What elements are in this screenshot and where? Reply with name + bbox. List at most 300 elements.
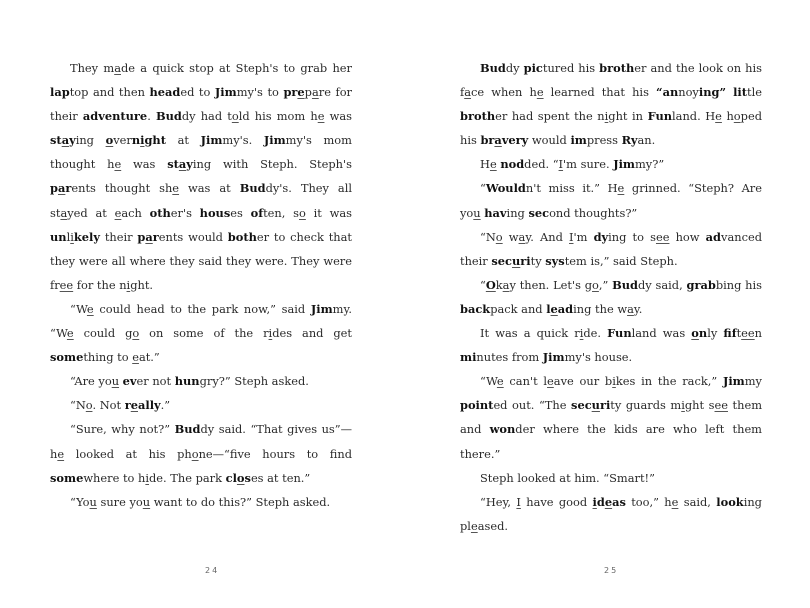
- text-run: e: [114, 157, 122, 172]
- text-run: y. And: [525, 229, 569, 244]
- text-run: my's house.: [564, 350, 633, 365]
- text-run: to h: [122, 470, 146, 485]
- text-run: at: [165, 133, 201, 148]
- text-run: er had spent the n: [495, 109, 605, 124]
- text-run: o: [132, 326, 140, 341]
- text-run: e: [297, 85, 305, 100]
- text-run: p: [304, 85, 312, 100]
- text-run: They m: [70, 61, 115, 75]
- text-run: sec: [528, 205, 550, 220]
- text-run: “an: [656, 85, 679, 100]
- text-run: e: [489, 157, 497, 172]
- text-run: a: [145, 229, 153, 244]
- text-run: e: [172, 181, 180, 196]
- text-run: a: [494, 133, 502, 148]
- text-run: kes in the rack,”: [615, 374, 723, 389]
- text-run: too,” h: [625, 494, 672, 509]
- text-run: a: [57, 181, 66, 196]
- text-run: st: [50, 133, 62, 148]
- text-run: i: [592, 494, 597, 509]
- text-run: Jim: [200, 133, 223, 148]
- text-run: they were all where they said they were. They were: [50, 253, 352, 268]
- text-run: a: [627, 301, 634, 316]
- text-run: bing his: [715, 277, 762, 292]
- text-run: tured his: [542, 61, 600, 75]
- text-run: a: [464, 85, 472, 100]
- text-run: e: [57, 446, 65, 461]
- text-run: ing: [506, 205, 529, 220]
- text-run: ing: [75, 133, 106, 148]
- text-run: e: [86, 301, 94, 316]
- text-run: ty: [530, 253, 546, 268]
- text-run: er not: [136, 374, 175, 389]
- text-run: r: [65, 181, 72, 196]
- text-run: ach: [121, 205, 150, 220]
- text-run: k: [73, 229, 82, 244]
- text-run: ed out. “The: [493, 398, 572, 413]
- text-run: at.”: [138, 350, 160, 365]
- text-run: u: [111, 374, 120, 389]
- text-run: s: [244, 470, 251, 485]
- text-run: was: [324, 109, 352, 124]
- text-run: pl: [460, 518, 471, 533]
- text-run: Bud: [174, 422, 201, 437]
- text-run: o: [191, 446, 199, 461]
- text-run: ver: [113, 133, 132, 148]
- paragraph: [460, 369, 762, 465]
- text-run: dy said. “That gives us”—h: [50, 422, 352, 461]
- text-run: ee: [59, 277, 74, 292]
- text-run: my's: [285, 133, 324, 148]
- text-run: fif: [723, 326, 737, 341]
- text-run: thing to: [83, 350, 133, 365]
- text-run: es at ten.”: [250, 470, 311, 485]
- paragraph: [460, 321, 762, 369]
- text-run: their: [100, 229, 138, 244]
- text-run: cl: [225, 470, 237, 485]
- text-run: H: [480, 157, 490, 172]
- paragraph: [460, 466, 762, 490]
- text-run: my?”: [635, 157, 665, 172]
- text-run: some: [50, 350, 84, 365]
- text-run: e: [617, 181, 625, 196]
- text-run: st: [50, 205, 61, 220]
- text-run: Bud: [612, 277, 638, 292]
- text-run: ve hours to f: [237, 446, 338, 461]
- text-run: ond thoughts?”: [549, 205, 638, 220]
- paragraph: [460, 176, 762, 224]
- text-run: ,”: [598, 277, 613, 292]
- text-run: i: [612, 374, 616, 389]
- paragraph: [460, 56, 762, 152]
- text-run: tle: [747, 85, 762, 100]
- text-run: 'm: [573, 229, 594, 244]
- text-run: Bud: [480, 61, 506, 75]
- text-run: “: [480, 277, 486, 292]
- text-run: ded. “: [524, 157, 559, 172]
- text-run: was at: [179, 181, 240, 196]
- text-run: o: [495, 229, 503, 244]
- text-run: m: [460, 350, 473, 365]
- text-run: head: [149, 85, 181, 100]
- text-run: hous: [199, 205, 231, 220]
- text-run: e: [66, 326, 74, 341]
- text-run: “Yo: [70, 494, 90, 509]
- text-run: “W: [50, 326, 67, 341]
- text-run: ri: [599, 398, 611, 413]
- text-run: my.: [332, 301, 352, 316]
- text-run: point: [460, 398, 494, 413]
- text-run: t: [736, 326, 742, 341]
- text-run: u: [89, 494, 97, 509]
- text-run: o: [85, 398, 93, 413]
- text-run: e: [547, 374, 554, 389]
- paragraph: [460, 273, 762, 321]
- text-run: Jim: [542, 350, 565, 365]
- text-run: dy: [505, 61, 524, 75]
- text-run: i: [145, 470, 150, 485]
- text-run: lit: [733, 85, 748, 100]
- paragraph: [460, 490, 762, 538]
- text-run: ents thought sh: [71, 181, 173, 196]
- text-run: o: [299, 205, 306, 220]
- text-run: y.: [633, 301, 643, 316]
- text-run: “N: [480, 229, 496, 244]
- text-run: Steph looked at him. “Smart!”: [480, 470, 655, 485]
- text-run: de.: [583, 326, 608, 341]
- paragraph: [50, 490, 352, 514]
- text-run: some: [50, 470, 84, 485]
- text-run: 'm sure.: [563, 157, 614, 172]
- text-run: want to do this?” Steph asked.: [150, 494, 331, 509]
- text-run: i: [126, 277, 131, 292]
- text-run: an.: [637, 133, 656, 148]
- text-run: lap: [50, 85, 70, 100]
- text-run: I: [516, 494, 521, 509]
- paragraph: [50, 56, 352, 297]
- text-run: a: [178, 157, 187, 172]
- text-run: of: [250, 205, 264, 220]
- text-run: i: [70, 229, 74, 244]
- text-run: on some of the r: [139, 326, 269, 341]
- text-run: ee: [655, 229, 670, 244]
- text-run: ped: [740, 109, 762, 124]
- text-run: e: [317, 109, 325, 124]
- text-run: looked at his ph: [75, 446, 192, 461]
- text-run: land was: [631, 326, 692, 341]
- text-run: r: [152, 229, 159, 244]
- text-run: vanced: [721, 229, 762, 244]
- text-run: ad: [557, 301, 574, 316]
- text-run: der where the kids are who left them there.”: [460, 422, 762, 461]
- text-run: ly: [707, 326, 724, 341]
- text-run: “W: [70, 301, 87, 316]
- text-run: dy had t: [181, 109, 232, 124]
- right-page-body: [460, 56, 762, 538]
- text-run: have good: [520, 494, 593, 509]
- text-run: could g: [73, 326, 133, 341]
- text-run: nd: [337, 446, 352, 461]
- paragraph: [50, 297, 352, 369]
- text-run: e: [130, 398, 138, 413]
- text-run: ture: [120, 109, 148, 124]
- text-run: ing: [743, 494, 762, 509]
- text-run: Would: [485, 181, 526, 196]
- paragraph: [50, 393, 352, 417]
- text-run: i: [268, 326, 273, 341]
- text-run: oth: [149, 205, 171, 220]
- text-run: k: [495, 277, 503, 292]
- text-run: Ry: [621, 133, 638, 148]
- text-run: back: [460, 301, 491, 316]
- text-run: pic: [523, 61, 543, 75]
- text-run: nod: [500, 157, 525, 172]
- text-run: mom thought h: [50, 133, 352, 172]
- text-run: e: [671, 494, 679, 509]
- text-run: “Hey,: [480, 494, 517, 509]
- text-run: “N: [70, 398, 86, 413]
- text-run: my's to: [236, 85, 284, 100]
- text-run: sec: [571, 398, 592, 413]
- text-run: r: [124, 398, 131, 413]
- text-run: very: [501, 133, 529, 148]
- text-run: w: [502, 229, 519, 244]
- text-run: his: [460, 133, 481, 148]
- text-run: des and get: [272, 326, 352, 341]
- text-run: pack and: [490, 301, 547, 316]
- text-run: Jim: [263, 133, 286, 148]
- text-run: broth: [599, 61, 635, 75]
- text-run: said,: [678, 494, 717, 509]
- text-run: it was: [305, 205, 352, 220]
- text-run: e: [715, 109, 722, 124]
- text-run: n: [698, 326, 708, 341]
- text-run: e: [470, 518, 478, 533]
- text-run: a: [311, 85, 319, 100]
- text-run: e: [604, 494, 613, 509]
- text-run: top and then: [69, 85, 150, 100]
- text-run: ght in: [608, 109, 648, 124]
- text-run: sec: [491, 253, 512, 268]
- text-run: my: [744, 374, 762, 389]
- text-run: their: [460, 253, 492, 268]
- text-run: hun: [174, 374, 200, 389]
- text-run: h: [721, 109, 734, 124]
- text-run: both: [227, 229, 257, 244]
- text-run: ty guards m: [610, 398, 682, 413]
- text-run: u: [511, 253, 521, 268]
- text-run: o: [691, 326, 699, 341]
- text-run: p: [137, 229, 146, 244]
- text-run: ed to: [180, 85, 215, 100]
- text-run: O: [485, 277, 496, 292]
- text-run: where: [83, 470, 123, 485]
- paragraph: [50, 417, 352, 489]
- text-run: st: [167, 157, 179, 172]
- text-run: was: [121, 157, 168, 172]
- text-run: “W: [480, 374, 497, 389]
- text-run: u: [473, 205, 481, 220]
- text-run: e: [550, 301, 558, 316]
- text-run: Jim: [613, 157, 635, 172]
- text-run: ing to s: [608, 229, 656, 244]
- text-run: ee: [714, 398, 728, 413]
- text-run: er to check that: [256, 229, 353, 244]
- left-page-number: 24: [205, 566, 220, 575]
- text-run: ad: [705, 229, 722, 244]
- text-run: look: [716, 494, 744, 509]
- text-run: noy: [678, 85, 699, 100]
- text-run: ce when h: [471, 85, 537, 100]
- text-run: Jim: [214, 85, 237, 100]
- text-run: [64, 447, 76, 461]
- text-run: learned that his: [543, 85, 657, 100]
- text-run: grinned. “Steph? Are yo: [460, 181, 762, 220]
- left-page-body: [50, 56, 352, 514]
- text-run: gry?” Steph asked.: [199, 374, 309, 389]
- text-run: n: [754, 326, 762, 341]
- text-run: l: [546, 301, 551, 316]
- text-run: how: [669, 229, 706, 244]
- text-run: u: [142, 494, 151, 509]
- text-run: ally: [138, 398, 161, 413]
- right-page-number: 25: [604, 566, 619, 575]
- text-run: l: [66, 229, 71, 244]
- text-run: I: [569, 229, 574, 244]
- text-run: ing with Steph. Steph's: [192, 157, 352, 172]
- text-run: e: [132, 350, 139, 365]
- text-run: i: [140, 133, 145, 148]
- text-run: e: [496, 374, 504, 389]
- text-run: de a quick stop at Steph's to grab her: [120, 61, 352, 75]
- text-run: i: [681, 398, 685, 413]
- text-run: ents would: [158, 229, 228, 244]
- text-run: dy's. They all: [265, 181, 352, 196]
- text-run: can't l: [503, 374, 548, 389]
- text-run: ased.: [477, 518, 508, 533]
- text-run: It was a quick r: [480, 326, 580, 341]
- text-run: sure yo: [96, 494, 143, 509]
- text-run: de. The park: [149, 470, 226, 485]
- text-run: o: [733, 109, 741, 124]
- text-run: them: [727, 398, 762, 413]
- text-run: y: [186, 157, 193, 172]
- text-run: yed at: [67, 205, 115, 220]
- text-run: pr: [283, 85, 298, 100]
- text-run: .: [147, 109, 156, 124]
- text-run: Jim: [722, 374, 745, 389]
- text-run: e: [114, 205, 122, 220]
- text-run: as: [612, 494, 626, 509]
- text-run: ght: [144, 133, 166, 148]
- text-run: fr: [50, 277, 60, 292]
- paragraph: [460, 152, 762, 176]
- text-run: un: [50, 229, 67, 244]
- text-run: a: [60, 205, 68, 220]
- text-run: er and the look on: [634, 61, 746, 75]
- text-run: n: [131, 133, 141, 148]
- text-run: ing the w: [573, 301, 628, 316]
- text-run: could head to the park now,” said: [93, 301, 311, 316]
- text-run: h: [310, 109, 318, 124]
- text-run: dy: [593, 229, 609, 244]
- text-run: adven: [82, 109, 121, 124]
- text-run: dy said,: [638, 277, 687, 292]
- text-run: Fun: [647, 109, 673, 124]
- text-run: ld his mom: [238, 109, 311, 124]
- text-run: ten, s: [263, 205, 299, 220]
- text-run: press: [586, 133, 622, 148]
- text-run: nutes from: [476, 350, 543, 365]
- text-run: Jim: [310, 301, 333, 316]
- text-run: ee: [741, 326, 755, 341]
- paragraph: [50, 369, 352, 393]
- text-run: es: [230, 205, 251, 220]
- text-run: i: [604, 109, 609, 124]
- text-run: his f: [460, 61, 762, 100]
- text-run: o: [236, 470, 245, 485]
- paragraph: [460, 225, 762, 273]
- text-run: land. H: [672, 109, 716, 124]
- text-run: d: [596, 494, 605, 509]
- text-run: ght s: [684, 398, 715, 413]
- text-run: . Not: [92, 398, 125, 413]
- text-run: a: [61, 133, 70, 148]
- text-run: broth: [460, 109, 496, 124]
- text-run: Bud: [239, 181, 266, 196]
- text-run: re: [318, 85, 331, 100]
- text-run: ely: [81, 229, 100, 244]
- text-run: Fun: [607, 326, 632, 341]
- text-run: ing”: [698, 85, 727, 100]
- text-run: grab: [686, 277, 716, 292]
- text-run: ght.: [130, 277, 154, 292]
- text-run: .”: [160, 398, 171, 413]
- text-run: for the n: [73, 277, 127, 292]
- text-run: i: [579, 326, 584, 341]
- text-run: im: [570, 133, 587, 148]
- text-run: sys: [545, 253, 565, 268]
- text-run: o: [592, 277, 599, 292]
- text-run: y then. Let's g: [509, 277, 593, 292]
- text-run: a: [518, 229, 526, 244]
- text-run: u: [591, 398, 600, 413]
- text-run: would: [528, 133, 571, 148]
- text-run: “Are yo: [70, 374, 112, 389]
- text-run: ri: [520, 253, 531, 268]
- text-run: I: [558, 157, 564, 172]
- text-run: ne—“f: [198, 446, 238, 461]
- text-run: ev: [122, 374, 137, 389]
- text-run: o: [231, 109, 239, 124]
- text-run: br: [480, 133, 495, 148]
- text-run: a: [114, 61, 121, 75]
- text-run: ave our b: [553, 374, 613, 389]
- text-run: “Sure, why not?”: [70, 422, 175, 437]
- text-run: for their: [50, 85, 353, 124]
- text-run: won: [489, 422, 516, 437]
- text-run: a: [502, 277, 510, 292]
- text-run: tem is,” said Steph.: [564, 253, 678, 268]
- text-run: n't miss it.” H: [525, 181, 618, 196]
- text-run: i: [472, 350, 477, 365]
- text-run: er's: [170, 205, 200, 220]
- text-run: y: [69, 133, 76, 148]
- text-run: and: [460, 422, 490, 437]
- text-run: e: [536, 85, 544, 100]
- text-run: my's.: [222, 133, 264, 148]
- text-run: o: [105, 133, 114, 148]
